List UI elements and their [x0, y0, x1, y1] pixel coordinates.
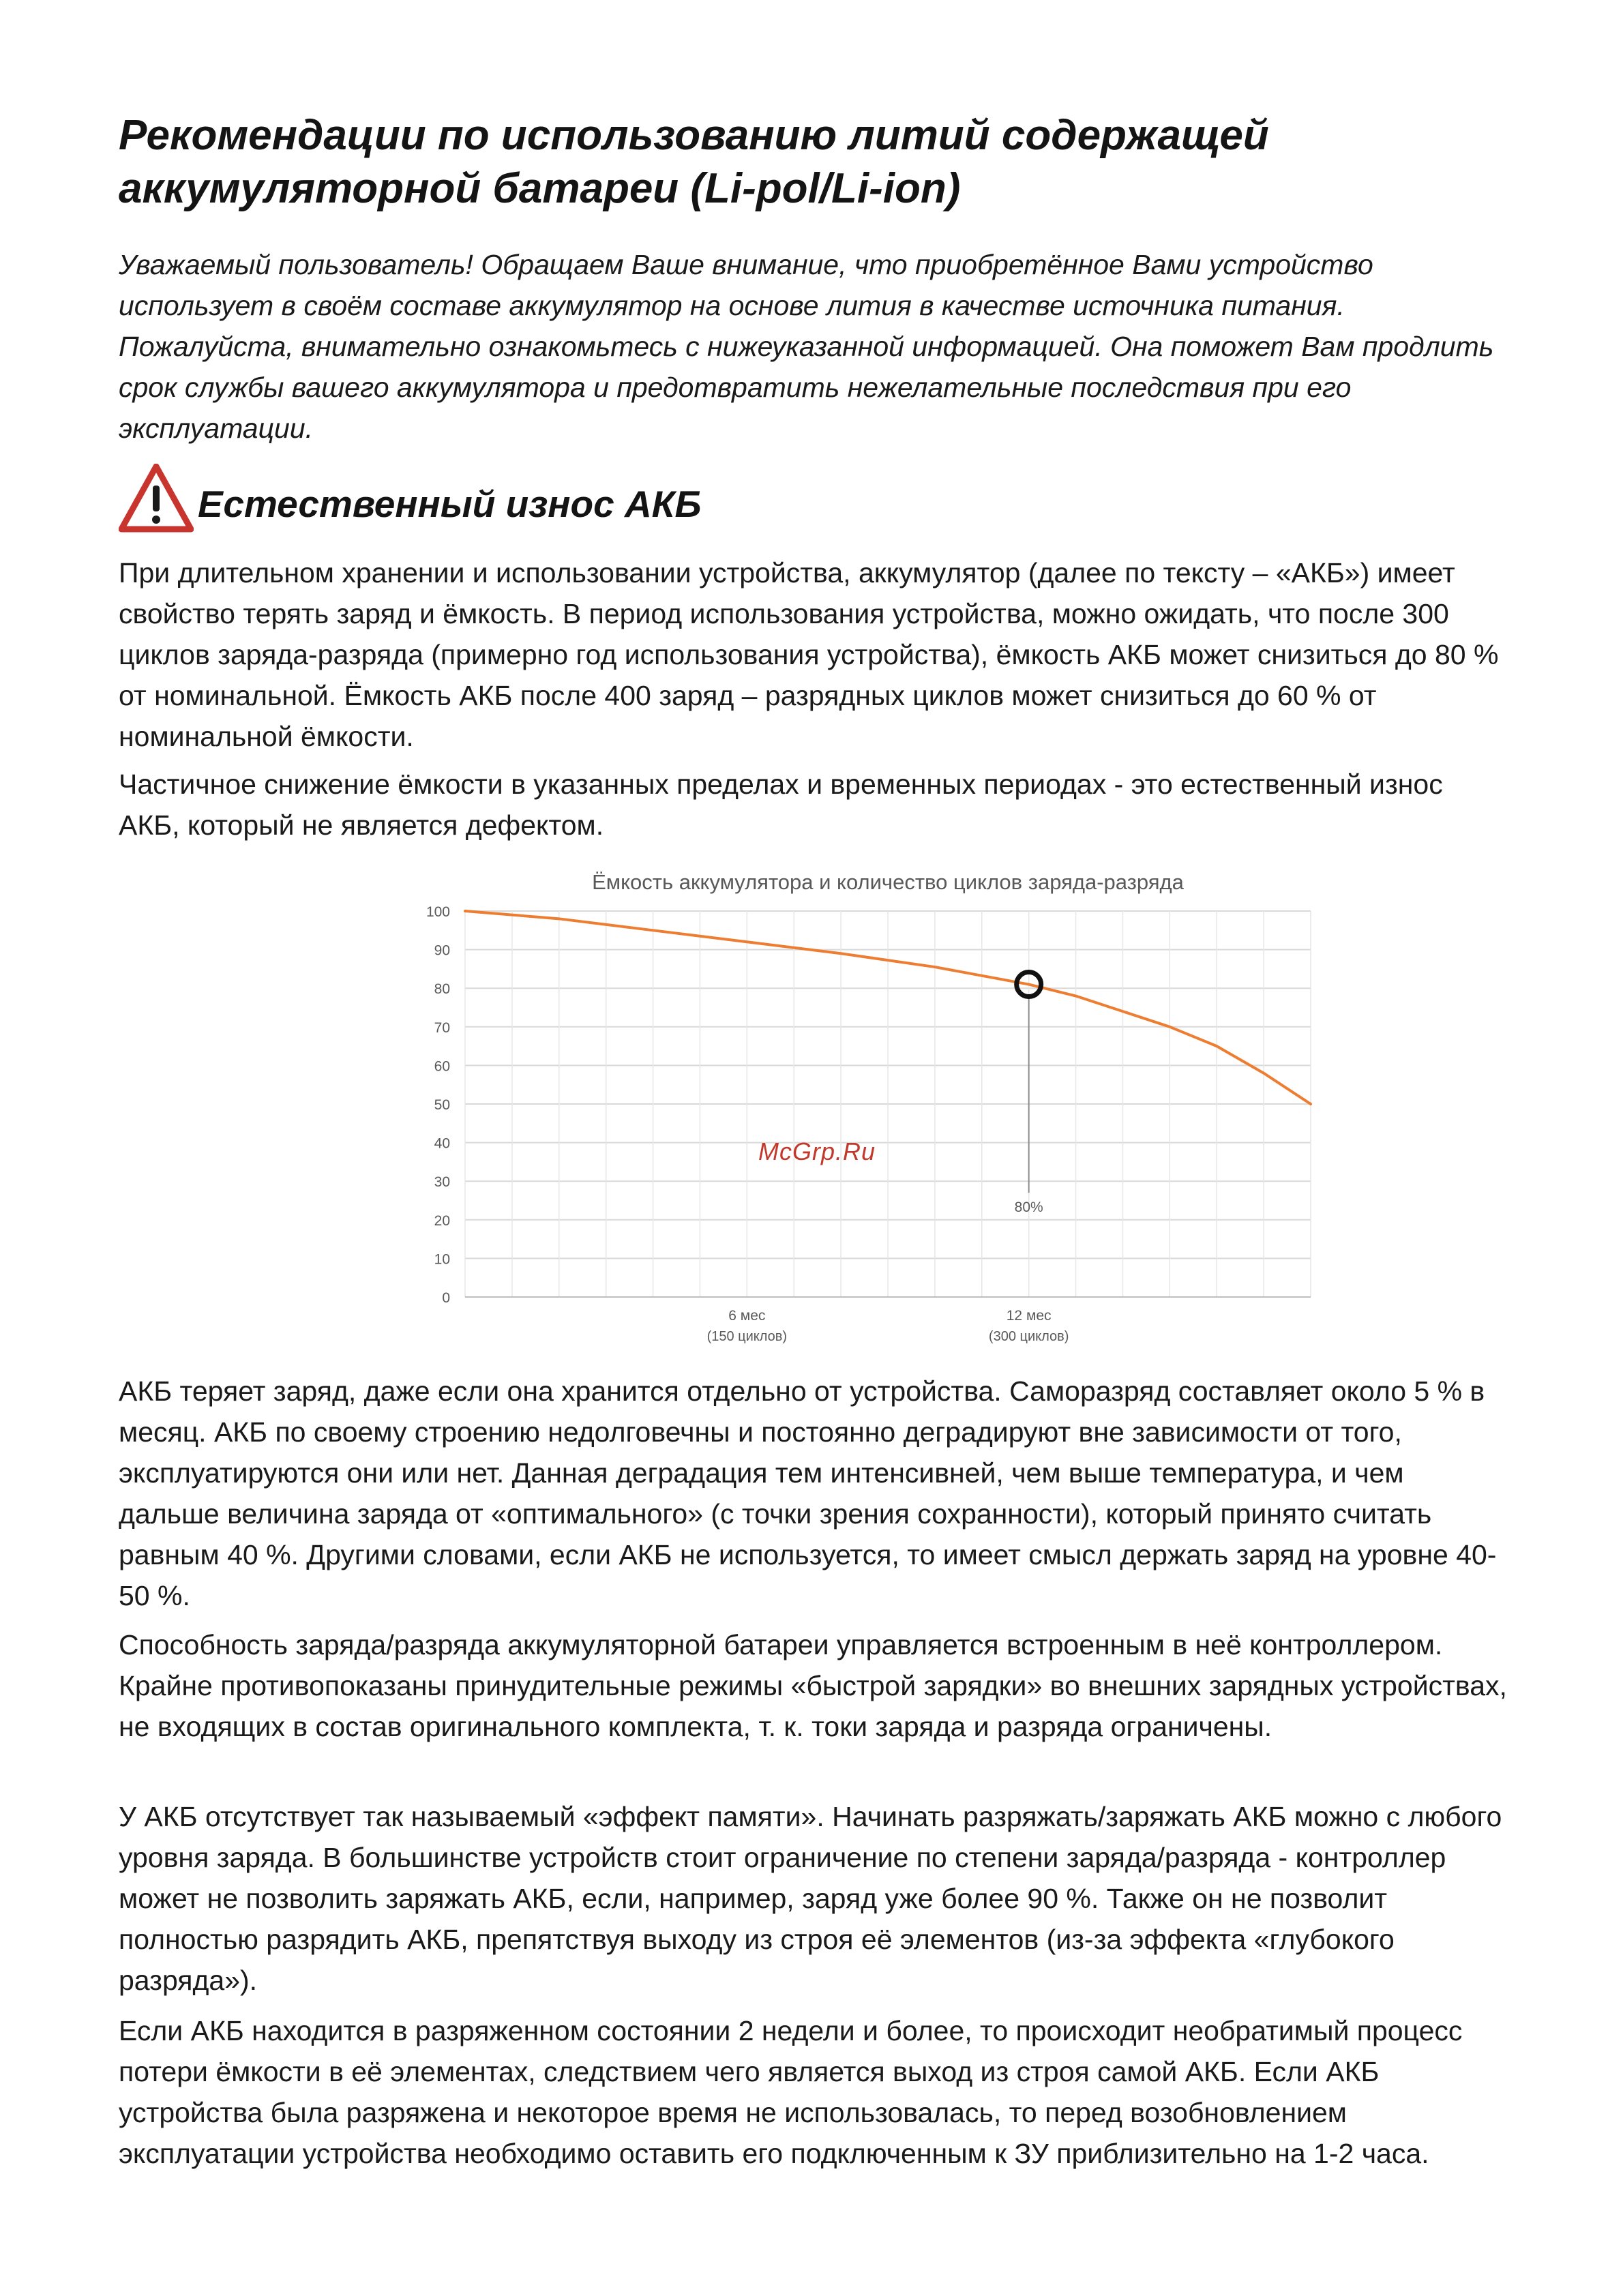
- intro-paragraph: Уважаемый пользователь! Обращаем Ваше внимание, что приобретённое Вами устройство использует в своём составе аккумулятор на основе лития в качестве источника питания. Пожалуйста, внимательно ознакомьтесь с нижеуказанной информацией. Она поможет Вам продлить срок службы вашего аккумулятора и предотвратить нежелательные последствия при его эксплуатации.: [119, 249, 1494, 444]
- y-tick-label: 70: [434, 1019, 450, 1036]
- paragraph-deep-discharge: Если АКБ находится в разряженном состоянии 2 недели и более, то происходит необратимый процесс потери ёмкости в её элементах, следствием чего является выход из строя самой АКБ. Если АКБ устройства была разряжена и некоторое время не использовалась, то перед возобновлением эксплуатации устройства необходимо оставить его подключенным к ЗУ приблизительно на 1-2 часа.: [119, 2015, 1463, 2169]
- section-header: [119, 464, 937, 539]
- x-tick-sublabel: (300 циклов): [988, 1329, 1069, 1344]
- x-tick-label: 6 мес: [728, 1308, 766, 1324]
- y-tick-label: 50: [434, 1097, 450, 1113]
- y-tick-label: 30: [434, 1174, 450, 1191]
- y-tick-label: 40: [434, 1135, 450, 1152]
- warning-triangle-icon: [119, 464, 194, 533]
- paragraph-controller: Способность заряда/разряда аккумуляторной батареи управляется встроенным в неё контроллером. Крайне противопоказаны принудительные режимы «быстрой зарядки» во внешних зарядных устройствах, не входящих в состав оригинального комплекта, т. к. токи заряда и разряда ограничены.: [119, 1629, 1507, 1742]
- paragraph-natural-wear: Частичное снижение ёмкости в указанных пределах и временных периодах - это естественный износ АКБ, который не является дефектом.: [119, 769, 1443, 841]
- y-tick-label: 80: [434, 981, 450, 998]
- chart-title: Ёмкость аккумулятора и количество циклов заряда-разряда: [592, 870, 1184, 894]
- capacity-chart: [405, 861, 1346, 1358]
- annotation-label: 80%: [1014, 1199, 1043, 1215]
- y-tick-label: 0: [442, 1290, 450, 1306]
- paragraph-self-discharge: АКБ теряет заряд, даже если она хранится отдельно от устройства. Саморазряд составляет около 5 % в месяц. АКБ по своему строению недолговечны и постоянно деградируют вне зависимости от того, эксплуатируются они или нет. Данная деградация тем интенсивней, чем выше температура, и чем дальше величина заряда от «оптимального» (с точки зрения сохранности), который принято считать равным 40 %. Другими словами, если АКБ не используется, то имеет смысл держать заряд на уровне 40-50 %.: [119, 1375, 1497, 1611]
- paragraph-memory-effect: У АКБ отсутствует так называемый «эффект памяти». Начинать разряжать/заряжать АКБ можно с любого уровня заряда. В большинстве устройств стоит ограничение по степени заряда/разряда - контроллер может не позволить заряжать АКБ, если, например, заряд уже более 90 %. Также он не позволит полностью разрядить АКБ, препятствуя выходу из строя её элементов (из-за эффекта «глубокого разряда»).: [119, 1801, 1502, 1996]
- y-tick-label: 100: [426, 904, 450, 920]
- x-tick-sublabel: (150 циклов): [706, 1329, 788, 1344]
- watermark: McGrp.Ru: [758, 1137, 876, 1165]
- y-tick-label: 60: [434, 1058, 450, 1075]
- y-tick-label: 90: [434, 942, 450, 959]
- y-tick-label: 20: [434, 1212, 450, 1229]
- x-tick-label: 12 мес: [1006, 1308, 1052, 1324]
- page-title: Рекомендации по использованию литий содержащей аккумуляторной батареи (Li-pol/Li-ion): [119, 112, 1269, 212]
- chart-svg: [405, 861, 1346, 1358]
- section-title: Естественный износ АКБ: [198, 483, 702, 525]
- paragraph-capacity-loss: При длительном хранении и использовании устройства, аккумулятор (далее по тексту – «АКБ») имеет свойство терять заряд и ёмкость. В период использования устройства, можно ожидать, что после 300 циклов заряда-разряда (примерно год использования устройства), ёмкость АКБ может снизиться до 80 % от номинальной. Ёмкость АКБ после 400 заряд – разрядных циклов может снизиться до 60 % от номинальной ёмкости.: [119, 557, 1499, 752]
- y-tick-label: 10: [434, 1251, 450, 1268]
